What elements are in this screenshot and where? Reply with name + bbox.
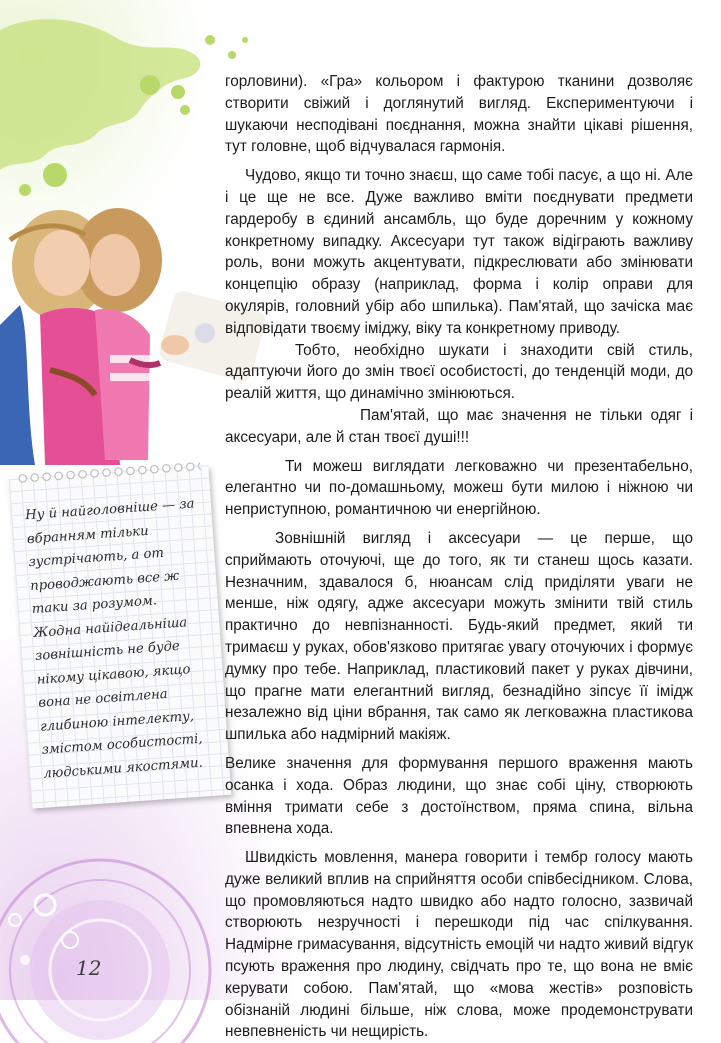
- paragraph: горловини). «Гра» кольором і фактурою тканини дозволяє створити свіжий і доглянутий вигляд. Експериментуючи і шукаючи несподівані поєднання, можна знайти цікаві рішення, тут головне, щоб відчувалася гармонія.: [225, 73, 693, 156]
- sidebar-note-card: [9, 465, 232, 808]
- sidebar-note-text: Ну й найголовніше — за вбранням тільки зустрічають, а от проводжають все ж таки за розумом. Жодна найідеальніша зовнішність не буде нікому цікавою, якщо вона не освітлена глибиною інтелекту, змістом особистості, людськими якостями.: [24, 496, 204, 782]
- paragraph: Тобто, необхідно шукати і знаходити свій стиль, адаптуючи його до змін твоєї особистості, до тенденцій моди, до реалій життя, що динамічно змінюються.: [225, 341, 693, 403]
- paragraph: Пам'ятай, що має значення не тільки одяг і аксесуари, але й стан твоєї душі!!!: [225, 406, 693, 446]
- green-paint-splash-decoration: [0, 0, 260, 220]
- paragraph: Швидкість мовлення, манера говорити і тембр голосу мають дуже великий вплив на сприйняття особи співбесідником. Слова, що промовляються надто швидко або надто голосно, зазвичай створюють незручності і перешкоди під час спілкування. Надмірне гримасування, відсутність емоцій чи надто живий відгук псують враження про людину, свідчать про те, що вона не вміє керувати собою. Пам'ятай, що «мова жестів» розповість обізнаній людині більше, ніж слова, може продемонструвати невпевненість чи нещирість.: [225, 849, 694, 1041]
- paragraph: Ти можеш виглядати легковажно чи презентабельно, елегантно чи по-домашньому, можеш бути милою і ніжною чи неприступною, романтичною чи енергійною.: [225, 457, 693, 519]
- article-body: [225, 71, 693, 1043]
- paragraph: Зовнішній вигляд і аксесуари — це перше, що сприймають оточуючі, ще до того, як ти станеш щось казати. Незначним, здавалося б, нюансам слід приділяти уваги не менше, ніж одягу, адже аксесуари можуть змінити твій стиль практично до невпізнанності. Будь-який предмет, який ти тримаєш у руках, обов'язково притягає увагу оточуючих і формує думку про тебе. Наприклад, пластиковий пакет у руках дівчини, що прагне мати елегантний вигляд, безнадійно зіпсує її імідж незалежно від ціни вбрання, так само як легковажна пластикова шпилька або надмірний макіяж.: [225, 529, 693, 744]
- paragraph: Чудово, якщо ти точно знаєш, що саме тобі пасує, а що ні. Але і це ще не все. Дуже важливо вміти поєднувати предмети гардеробу в єдиний ансамбль, що буде доречним у кожному конкретному випадку. Аксесуари тут також відіграють важливу роль, вони можуть акцентувати, підкреслювати або змінювати концепцію образу (наприклад, форма і колір оправи для окулярів, головний убір або шпилька). Пам'ятай, що зачіска має відповідати твоєму іміджу, віку та конкретному приводу.: [225, 167, 693, 337]
- paragraph: Велике значення для формування першого враження мають осанка і хода. Образ людини, що знає собі ціну, створюють вміння тримати себе з достоїнством, пряма спина, вільна впевнена хода.: [225, 754, 693, 838]
- page-number: 12: [76, 956, 102, 980]
